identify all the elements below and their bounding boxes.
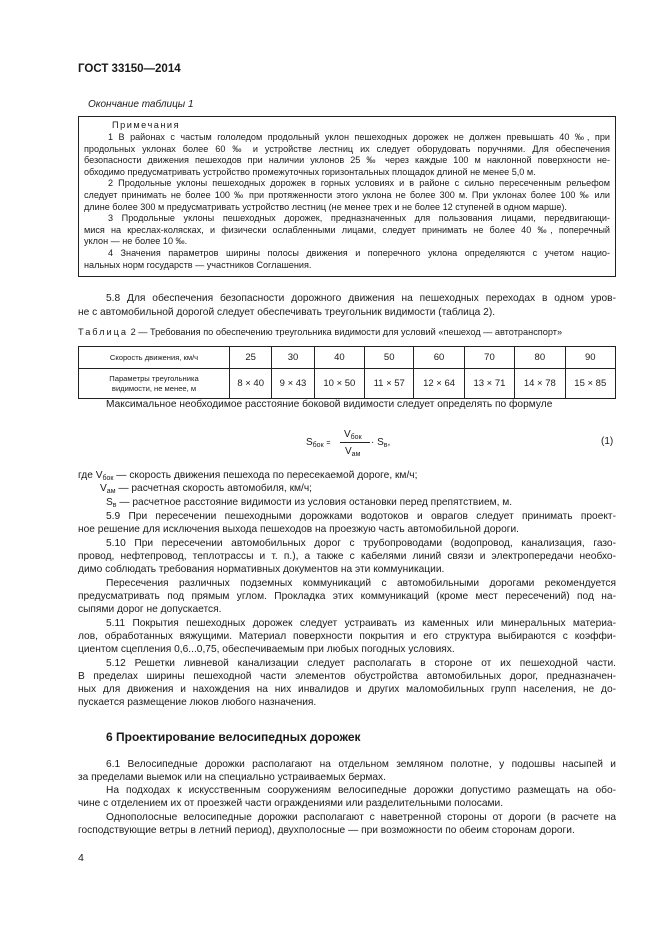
section-6-line: 6.1 Велосипедные дорожки располагают на отдельном земляном полотне, у подошвы насыпей и xyxy=(106,759,616,770)
param-cell: 12 × 64 xyxy=(414,369,464,399)
speed-cell: 70 xyxy=(464,347,514,369)
body-line: циентом сцепления 0,6...0,75, обеспечиваемым при любых погодных условиях. xyxy=(78,644,455,655)
table-row-speed xyxy=(79,347,616,369)
body-line: 5.9 При пересечении пешеходными дорожками водотоков и оврагов следует принимать проект- xyxy=(106,511,616,522)
formula-number: (1) xyxy=(601,436,614,447)
visibility-triangle-table xyxy=(78,346,616,399)
formula-s-symbol: S xyxy=(306,437,313,448)
param-cell: 10 × 50 xyxy=(314,369,364,399)
param-cell: 15 × 85 xyxy=(565,369,615,399)
speed-cell: 50 xyxy=(365,347,414,369)
paragraph-line: 5.8 Для обеспечения безопасности дорожного движения на пешеходных переходах в одном уров- xyxy=(106,293,616,304)
note-line: 4 Значения параметров ширины полосы движения и поперечного уклона определяются с учетом нацио- xyxy=(108,248,610,258)
table-caption-word: Таблица xyxy=(78,327,129,337)
formula-intro: Максимальное необходимое расстояние боковой видимости следует определять по формуле xyxy=(106,399,553,410)
notes-title: Примечания xyxy=(112,120,181,130)
param-cell: 13 × 71 xyxy=(464,369,514,399)
param-cell: 8 × 40 xyxy=(230,369,272,399)
formula-mul-sub: в xyxy=(383,442,388,449)
body-line: ное решение для исключения выхода пешеходов на проезжую часть автомобильной дороги. xyxy=(78,524,519,535)
formula-lhs xyxy=(306,437,331,449)
params-header-line-1: Параметры треугольника xyxy=(109,373,199,383)
speed-cell: 40 xyxy=(314,347,364,369)
section-6-line: На подходах к искусственным сооружениям велосипедные дорожки допустимо размещать на обо- xyxy=(106,785,616,796)
formula-den-sub: ам xyxy=(351,451,361,458)
param-cell: 14 × 78 xyxy=(515,369,565,399)
legend-symbol: S xyxy=(106,496,113,508)
formula-s-subscript: бок xyxy=(312,442,324,449)
formula-tail: , xyxy=(387,437,391,448)
params-header-cell xyxy=(79,369,230,399)
formula-multiplier xyxy=(371,437,390,449)
speed-header-cell: Скорость движения, км/ч xyxy=(79,347,230,369)
params-header-line-2: видимости, не менее, м xyxy=(111,383,197,393)
legend-subscript: в xyxy=(112,501,117,509)
body-line: провод, нефтепровод, теплотрассы и т. п.), а также с кабелями линий связи и электропередачи необхо- xyxy=(78,551,616,562)
table-caption-text: 2 — Требования по обеспечению треугольника видимости для условий «пешеход — автотранспорт» xyxy=(130,327,563,337)
section-6-line: чине с отделением их от проезжей части ограждениями или разделительными полосами. xyxy=(78,798,504,809)
note-line: нальных норм государств — участников Соглашения. xyxy=(84,259,312,270)
body-line: 5.12 Решетки ливневой канализации следует располагать в стороне от их пешеходной части. xyxy=(106,658,616,669)
formula-denominator xyxy=(345,446,360,458)
note-line: 2 Продольные уклоны пешеходных дорожек в горных условиях и в районе с сильно пересеченным рельефом xyxy=(108,178,610,189)
legend-description: — расчетная скорость автомобиля, км/ч; xyxy=(115,483,312,495)
legend-description: — расчетное расстояние видимости из условия остановки перед препятствием, м. xyxy=(116,496,513,508)
section-6-line: Однополосные велосипедные дорожки располагают с наветренной стороны от дороги (в расчете на xyxy=(106,812,616,823)
formula-mul-s: · S xyxy=(371,437,384,448)
speed-cell: 25 xyxy=(230,347,272,369)
note-line: 3 Продольные уклоны пешеходных дорожек, предназначенных для пользования лицами, передвигающи- xyxy=(108,213,610,224)
body-line: 5.11 Покрытия пешеходных дорожек следует устраивать из каменных или минеральных материа- xyxy=(106,618,616,629)
body-line: ных для движения и нахождения на них инвалидов и других маломобильных групп населения, не до- xyxy=(78,684,616,695)
body-line: лов, обработанных вяжущими. Материал поверхности покрытия и его структура выбираются с коэффи- xyxy=(78,631,616,642)
body-line: предусматривать под прямым углом. Прокладка этих коммуникаций (кроме мест пересечений) под на- xyxy=(78,591,616,602)
legend-line xyxy=(100,483,312,495)
legend-subscript: бок xyxy=(102,475,114,482)
body-line: В пределах ширины пешеходной части элементов обустройства автомобильных дорог, предназначен- xyxy=(78,671,616,682)
legend-symbol: V xyxy=(100,483,107,495)
speed-cell: 90 xyxy=(565,347,615,369)
legend-subscript: ам xyxy=(106,488,116,496)
document-header: ГОСТ 33150—2014 xyxy=(78,63,181,75)
paragraph-line: не с автомобильной дорогой следует обеспечивать треугольник видимости (таблица 2). xyxy=(78,306,496,318)
note-line: безопасности движения пешеходов при наличии уклонов 25 ‰ через каждые 100 м наклонной поверхности не- xyxy=(84,155,610,166)
param-cell: 9 × 43 xyxy=(272,369,314,399)
speed-cell: 30 xyxy=(272,347,314,369)
body-line: Пересечения различных подземных коммуникаций с автомобильными дорогами рекомендуется xyxy=(106,578,616,589)
speed-cell: 60 xyxy=(414,347,464,369)
table-row-params xyxy=(79,369,616,399)
legend-line xyxy=(78,470,417,482)
legend-line xyxy=(106,497,512,509)
legend-symbol: где V xyxy=(78,470,103,481)
formula-equals: = xyxy=(326,440,331,447)
body-line: пускается размещение люков любого назначения. xyxy=(78,697,317,708)
section-6-title: 6 Проектирование велосипедных дорожек xyxy=(106,730,361,744)
formula-fraction-line xyxy=(340,442,370,443)
formula-num-v: V xyxy=(344,429,351,440)
body-line: димо соблюдать требования нормативных документов на эти коммуникации. xyxy=(78,564,445,575)
legend-description: — скорость движения пешехода по пересекаемой дороге, км/ч; xyxy=(113,470,418,481)
table-2-caption xyxy=(78,327,562,337)
note-line: обходимо предусматривать устройство промежуточных горизонтальных площадок длиной не менее 5,0 м. xyxy=(84,166,536,177)
param-cell: 11 × 57 xyxy=(365,369,414,399)
note-line: длине более 300 м предусматривать устройство лестниц (не менее трех и не более 12 ступеней в одном марше). xyxy=(84,201,567,212)
formula-numerator xyxy=(344,429,362,441)
section-6-line: господствующие ветры в летний период), двухполосные — при возможности по обеим сторонам дороги. xyxy=(78,825,575,836)
page-number: 4 xyxy=(78,852,84,864)
formula-den-v: V xyxy=(345,446,352,457)
note-line: уклон — не более 10 ‰. xyxy=(84,236,188,247)
section-6-line: за пределами выемок или на специально устраиваемых бермах. xyxy=(78,772,386,783)
table-continuation-label: Окончание таблицы 1 xyxy=(88,99,194,110)
formula-num-sub: бок xyxy=(350,434,362,441)
note-line: 1 В районах с частым гололедом продольный уклон пешеходных дорожек не должен превышать 40 ‰, при xyxy=(108,132,610,142)
note-line: следует принимать не более 100 ‰ при протяженности этого уклона не более 300 м. При уклонах более 100 ‰ или xyxy=(84,190,610,200)
note-line: продольных уклонах более 60 ‰ и устройстве лестниц их следует оборудовать поручнями. Для обеспечения xyxy=(84,143,610,154)
note-line: мися на креслах-колясках, и физически ослабленными лицами, следует принимать не более 40 ‰, поперечный xyxy=(84,224,610,235)
body-line: 5.10 При пересечении автомобильных дорог с трубопроводами (водопровод, канализация, газо- xyxy=(106,538,616,549)
body-line: сыпями дорог не допускается. xyxy=(78,604,222,615)
speed-cell: 80 xyxy=(515,347,565,369)
